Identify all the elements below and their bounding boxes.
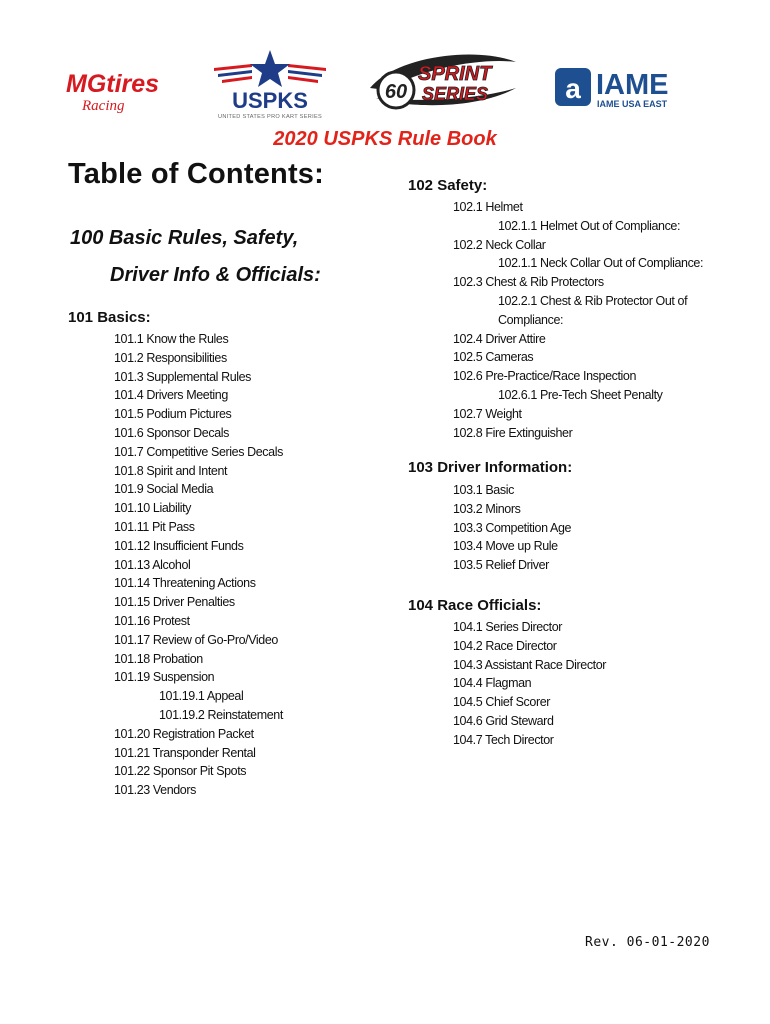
sponsor-logos: [0, 40, 770, 120]
svg-text:a: a: [565, 73, 581, 104]
uspks-logo-text: USPKS: [232, 88, 308, 113]
section-101-heading: 101 Basics:: [68, 309, 151, 326]
toc-item: 102.7 Weight: [453, 406, 522, 421]
toc-item: 102.3 Chest & Rib Protectors: [453, 275, 604, 290]
section-100-heading-line2: Driver Info & Officials:: [110, 264, 321, 286]
toc-item: 103.1 Basic: [453, 483, 514, 497]
toc-item: 101.6 Sponsor Decals: [114, 425, 229, 440]
toc-item: 101.22 Sponsor Pit Spots: [114, 764, 247, 779]
toc-item: 102.5 Cameras: [453, 350, 534, 365]
toc-item: 101.7 Competitive Series Decals: [114, 444, 283, 459]
section-101-list: [114, 330, 283, 800]
toc-item: 103.3 Competition Age: [453, 520, 572, 535]
uspks-logo-subtext: UNITED STATES PRO KART SERIES: [217, 114, 323, 120]
toc-item: 104.3 Assistant Race Director: [453, 657, 607, 672]
toc-item: 101.11 Pit Pass: [114, 519, 195, 534]
toc-subitem: 101.19.2 Reinstatement: [159, 707, 283, 722]
toc-subitem: 102.6.1 Pre-Tech Sheet Penalty: [498, 387, 663, 402]
section-102-heading: 102 Safety:: [408, 177, 488, 194]
section-104-heading: 104 Race Officials:: [408, 597, 542, 614]
sprint-logo-text: SPRINT: [418, 63, 492, 85]
toc-item: 101.9 Social Media: [114, 482, 214, 497]
mgtires-logo-text: MGtires: [66, 70, 160, 98]
toc-item: 101.3 Supplemental Rules: [114, 369, 252, 384]
toc-item: 101.10 Liability: [114, 501, 191, 516]
sprint-badge-number: 60: [384, 81, 408, 103]
section-103-list: [453, 481, 571, 575]
toc-item: 101.16 Protest: [114, 613, 190, 628]
iame-logo-subtext: IAME USA EAST: [597, 99, 668, 109]
page-title: Table of Contents:: [68, 158, 324, 190]
toc-item: 101.21 Transponder Rental: [114, 745, 256, 760]
toc-item: 103.2 Minors: [453, 501, 521, 516]
toc-item: 104.5 Chief Scorer: [453, 695, 551, 710]
toc-subitem: 101.19.1 Appeal: [159, 689, 244, 704]
iame-logo: [554, 66, 686, 110]
toc-item: 101.4 Drivers Meeting: [114, 388, 228, 403]
toc-item: 101.17 Review of Go-Pro/Video: [114, 632, 278, 647]
mgtires-logo: [64, 68, 182, 114]
section-104-list: [453, 618, 606, 750]
toc-item: 102.4 Driver Attire: [453, 331, 546, 346]
toc-item: 101.18 Probation: [114, 651, 203, 666]
toc-subitem: 102.1.1 Helmet Out of Compliance:: [498, 218, 681, 233]
toc-item: 101.1 Know the Rules: [114, 332, 229, 346]
star-icon: [250, 50, 290, 87]
toc-item: 101.20 Registration Packet: [114, 726, 254, 741]
toc-item: 101.19 Suspension: [114, 670, 215, 685]
toc-item: 103.4 Move up Rule: [453, 539, 558, 554]
toc-item: 104.6 Grid Steward: [453, 713, 554, 728]
toc-item: 101.23 Vendors: [114, 783, 196, 798]
toc-item: 104.7 Tech Director: [453, 732, 554, 747]
section-100-heading-line1: 100 Basic Rules, Safety,: [70, 227, 299, 249]
toc-item: 101.14 Threatening Actions: [114, 576, 256, 591]
sprint-logo-subtext: SERIES: [422, 84, 489, 104]
toc-item: 102.8 Fire Extinguisher: [453, 425, 573, 440]
section-100-heading: [70, 220, 321, 294]
toc-subitem: 102.2.1 Chest & Rib Protector Out of Compliance:: [498, 293, 688, 327]
revision-date: Rev. 06-01-2020: [585, 935, 710, 950]
toc-item: 101.12 Insufficient Funds: [114, 538, 244, 553]
toc-subitem: 102.1.1 Neck Collar Out of Compliance:: [498, 256, 704, 271]
rulebook-title: 2020 USPKS Rule Book: [273, 128, 497, 150]
sprint-series-logo: [366, 48, 520, 118]
toc-item: 104.4 Flagman: [453, 676, 532, 691]
toc-item: 101.8 Spirit and Intent: [114, 463, 228, 478]
mgtires-logo-subtext: Racing: [82, 98, 125, 114]
toc-item: 102.2 Neck Collar: [453, 237, 546, 252]
toc-item: 101.15 Driver Penalties: [114, 595, 235, 610]
toc-item: 102.1 Helmet: [453, 200, 523, 214]
toc-item: 104.1 Series Director: [453, 620, 563, 634]
uspks-logo: [208, 48, 332, 120]
toc-item: 104.2 Race Director: [453, 638, 557, 653]
section-102-list: [453, 198, 713, 442]
section-103-heading: 103 Driver Information:: [408, 459, 573, 476]
toc-item: 102.6 Pre-Practice/Race Inspection: [453, 369, 637, 384]
toc-item: 101.5 Podium Pictures: [114, 407, 232, 422]
toc-item: 101.13 Alcohol: [114, 557, 191, 572]
toc-item: 103.5 Relief Driver: [453, 558, 549, 573]
toc-item: 101.2 Responsibilities: [114, 350, 227, 365]
iame-logo-text: IAME: [596, 69, 669, 101]
